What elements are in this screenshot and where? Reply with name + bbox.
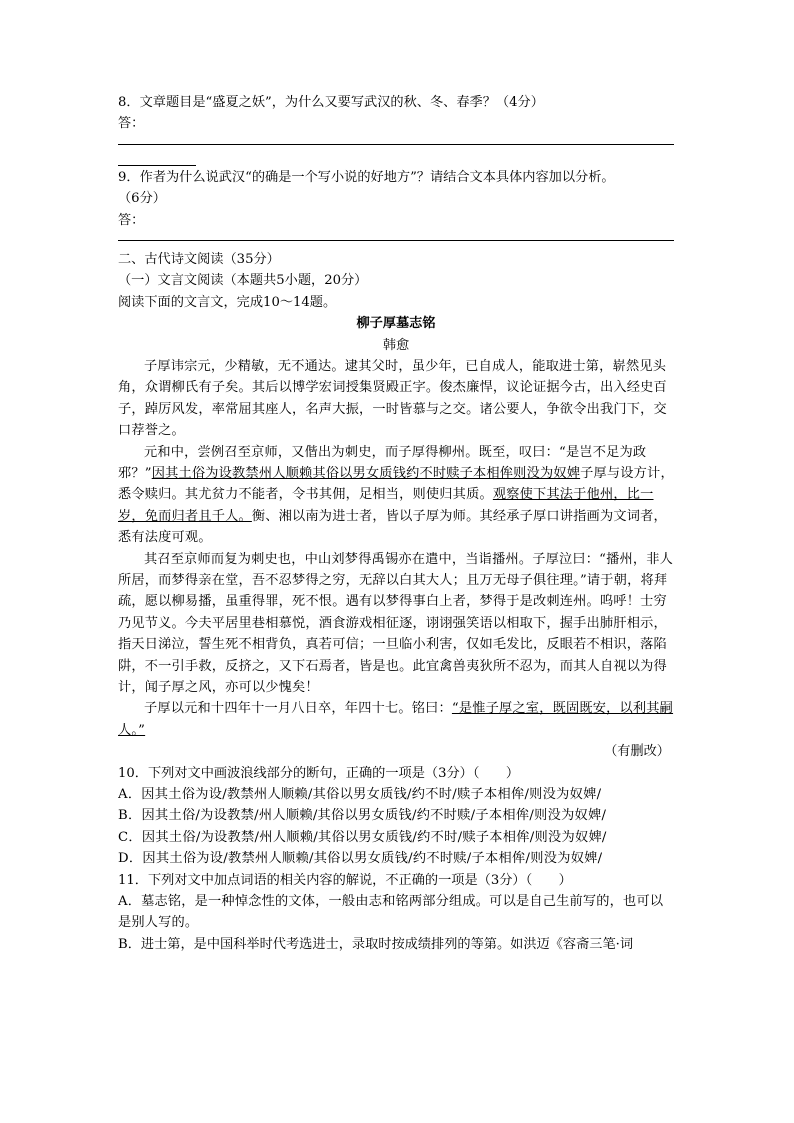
passage-paragraph-1: 子厚讳宗元，少精敏，无不通达。逮其父时，虽少年，已自成人，能取进士第，崭然见头角，众谓柳氏有子矣。其后以博学宏词授集贤殿正字。俊杰廉悍，议论证据今古，出入经史百子，踔厉风发，率常屈其座人，名声大振，一时皆慕与之交。诸公要人，争欲令出我门下，交口荐誉之。 bbox=[118, 358, 667, 439]
q10-option-c[interactable]: C．因其土俗/为设教禁/州人顺赖/其俗以男女质钱/约不时/赎子本相侔/则没为奴婢/ bbox=[118, 829, 607, 845]
q10-option-b[interactable]: B．因其土俗/为设教禁/州人顺赖/其俗以男女质钱/约不时赎/子本相侔/则没为奴婢/ bbox=[118, 808, 607, 824]
passage-paragraph-4 bbox=[118, 698, 674, 741]
q8-answer-label: 答： bbox=[118, 116, 145, 132]
passage-paragraph-3: 其召至京师而复为刺史也，中山刘梦得禹锡亦在遣中，当诣播州。子厚泣曰：“播州，非人所居，而梦得亲在堂，吾不忍梦得之穷，无辞以白其大人；且万无母子俱往理。”请于朝，将拜疏，愿以柳易播，虽重得罪，死不恨。遇有以梦得事白上者，梦得于是改刺连州。呜呼！士穷乃见节义。今夫平居里巷相慕悦，酒食游戏相征逐，诩诩强笑语以相取下，握手出肺肝相示，指天日涕泣，誓生死不相背负，真若可信；一旦临小利害，仅如毛发比，反眼若不相识，落陷阱，不一引手救，反挤之，又下石焉者，皆是也。此宜禽兽夷狄所不忍为，而其人自视以为得计，闻子厚之风，亦可以少愧矣！ bbox=[118, 551, 674, 695]
passage-title: 柳子厚墓志铭 bbox=[356, 316, 436, 332]
q9-answer-label: 答： bbox=[118, 212, 145, 228]
section-instruction: 阅读下面的文言文，完成10～14题。 bbox=[118, 294, 337, 310]
inscription-underlined: “是惟子厚之室，既固既安，以利其嗣人。” bbox=[118, 701, 674, 738]
q8-question: 8．文章题目是“盛夏之妖”，为什么又要写武汉的秋、冬、春季？（4分） bbox=[118, 95, 544, 110]
exam-page bbox=[118, 92, 674, 955]
q10-question: 10．下列对文中画波浪线部分的断句，正确的一项是（3分）（ ） bbox=[118, 765, 520, 781]
passage-paragraph-2 bbox=[118, 442, 674, 549]
p2-text-a: 元和中，尝例召至京师，又偕出为刺史，而子厚得柳州。既至，叹曰：“是岂不足为政邪？” bbox=[118, 444, 647, 481]
q9-question: 9．作者为什么说武汉“的确是一个写小说的好地方”？请结合文本具体内容加以分析。 bbox=[118, 169, 615, 185]
p4-text-a: 子厚以元和十四年十一月八日卒，年四十七。铭曰： bbox=[144, 701, 452, 717]
passage-author: 韩愈 bbox=[382, 337, 410, 353]
q11-option-a[interactable]: A．墓志铭，是一种悼念性的文体，一般由志和铭两部分组成。可以是自己生前写的，也可以是别人写的。 bbox=[118, 893, 664, 931]
p2-text-c: 子厚与设方计，悉令赎归。其尤贫力不能者，令书其佣，足相当，则使归其质。 bbox=[118, 465, 674, 503]
section-heading: 二、古代诗文阅读（35分） bbox=[118, 251, 280, 267]
q8-answer-line-short bbox=[118, 165, 196, 166]
q10-option-a[interactable]: A．因其土俗为设/教禁州人顺赖/其俗以男女质钱/约不时/赎子本相侔/则没为奴婢/ bbox=[118, 787, 602, 802]
q11-question: 11．下列对文中加点词语的相关内容的解说，不正确的一项是（3分）（ ） bbox=[118, 872, 572, 888]
q8-answer-line[interactable] bbox=[118, 144, 674, 145]
wavy-underlined-segment: 因其土俗为设教禁州人顺赖其俗以男女质钱约不时赎子本相侔则没为奴婢 bbox=[151, 465, 581, 481]
section-sub-heading: （一）文言文阅读（本题共5小题，20分） bbox=[118, 273, 368, 289]
q9-score: （6分） bbox=[118, 191, 166, 207]
underlined-segment: 观察使下其法于他州，比一岁，免而归者且千人。 bbox=[118, 487, 654, 524]
q10-option-d[interactable]: D．因其土俗为设/教禁州人顺赖/其俗以男女质钱/约不时赎/子本相侔/则没为奴婢/ bbox=[118, 851, 603, 867]
spacer bbox=[118, 241, 674, 249]
abridged-note: （有删改） bbox=[604, 744, 670, 760]
q11-option-b[interactable]: B．进士第，是中国科举时代考选进士，录取时按成绩排列的等第。如洪迈《容斋三笔·词 bbox=[118, 936, 634, 952]
p2-text-e: 衡、湘以南为进士者，皆以子厚为师。其经承子厚口讲指画为文词者，悉有法度可观。 bbox=[118, 508, 667, 546]
